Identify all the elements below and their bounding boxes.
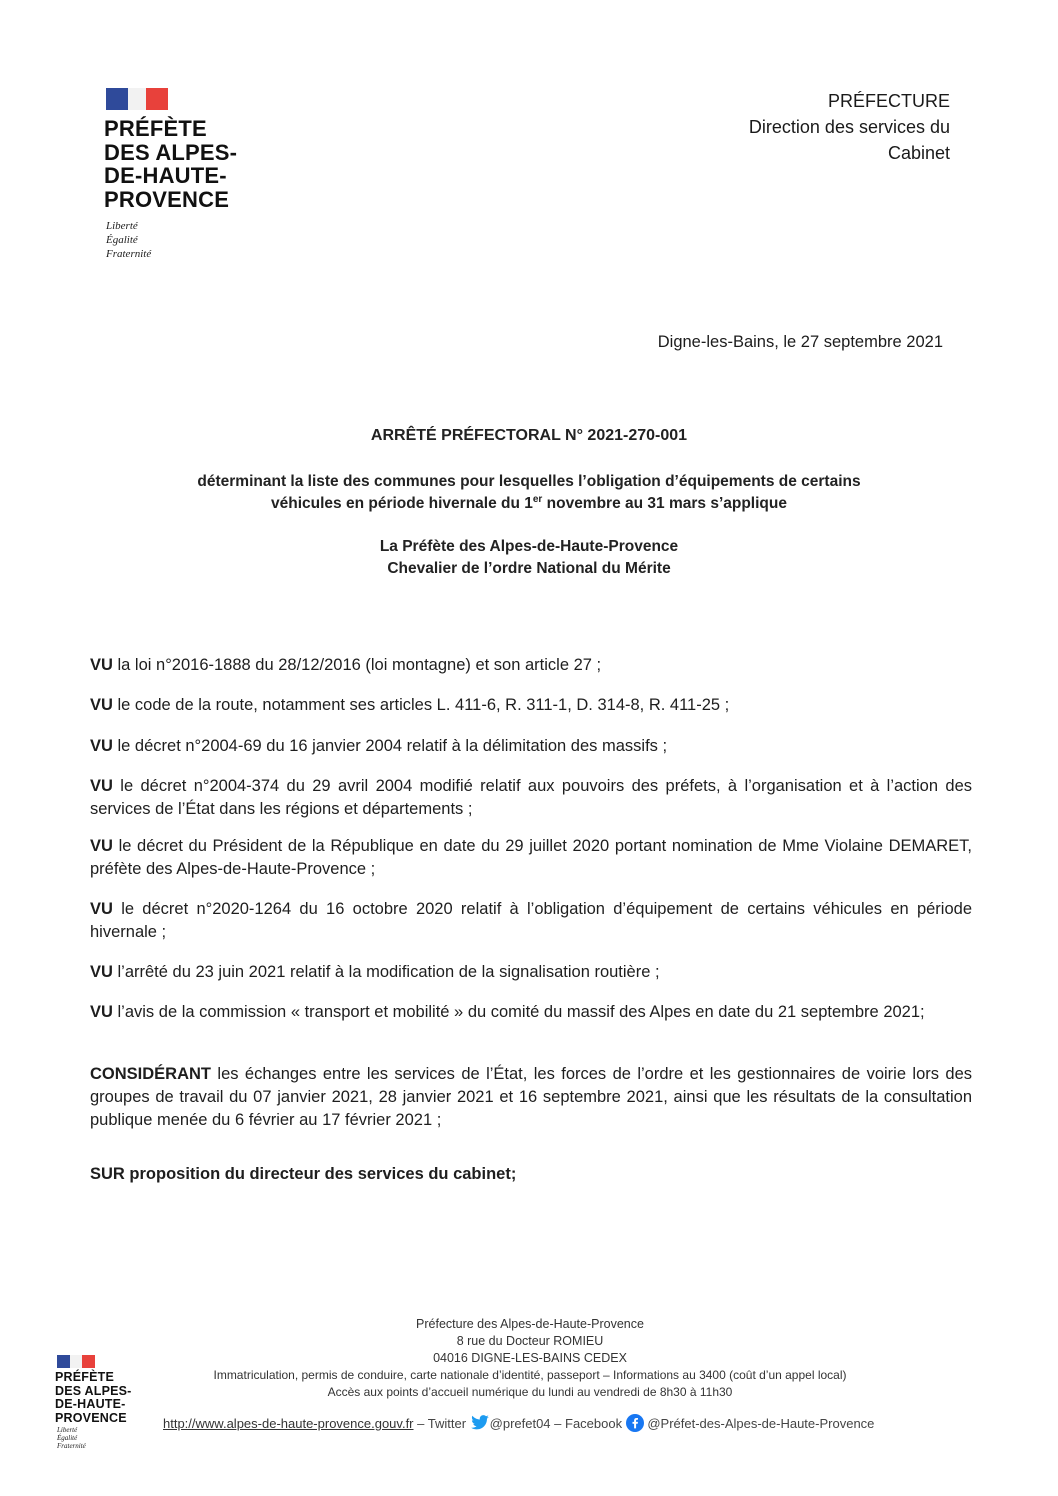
address-line: 04016 DIGNE-LES-BAINS CEDEX: [433, 1351, 627, 1365]
motto-line: Égalité: [57, 1434, 78, 1442]
visa-paragraph: [90, 735, 972, 758]
facebook-icon[interactable]: [626, 1414, 644, 1435]
info-line: Immatriculation, permis de conduire, carte nationale d’identité, passeport – Informations au 3400 (coût d’un appel local): [213, 1368, 847, 1382]
logo-line: DES ALPES-: [104, 139, 238, 165]
subject-line: déterminant la liste des communes pour lesquelles l’obligation d’équipements de certains: [197, 473, 861, 490]
address-line: Préfecture des Alpes-de-Haute-Provence: [416, 1317, 644, 1331]
motto-line: Liberté: [106, 220, 138, 232]
arrete-subject: [0, 471, 1058, 515]
service-line: Direction des services du: [748, 117, 950, 137]
visa-paragraph: [90, 654, 972, 677]
marianne-flag-icon: [57, 1355, 95, 1368]
motto-line: Fraternité: [57, 1442, 86, 1450]
visa-paragraph: [90, 694, 972, 717]
visa-lead: VU: [90, 837, 113, 855]
visa-paragraph: [90, 775, 972, 821]
superscript: er: [532, 493, 543, 505]
subject-text: véhicules en période hivernale du 1: [271, 495, 533, 512]
twitter-handle[interactable]: @prefet04: [489, 1415, 551, 1431]
logo-line: DE-HAUTE-: [104, 163, 227, 188]
logo-line: PRÉFÈTE: [104, 116, 207, 141]
motto-line: Égalité: [106, 234, 138, 246]
arrete-title: ARRÊTÉ PRÉFECTORAL N° 2021-270-001: [370, 427, 688, 444]
considerant-lead: CONSIDÉRANT: [90, 1065, 212, 1083]
visa-lead: VU: [90, 656, 113, 674]
visa-lead: VU: [90, 1003, 113, 1021]
footer-info: [160, 1367, 900, 1401]
twitter-label: – Twitter: [413, 1415, 470, 1431]
address-line: 8 rue du Docteur ROMIEU: [456, 1334, 604, 1348]
service-line: Cabinet: [887, 143, 950, 163]
subject-text: novembre au 31 mars s’applique: [542, 495, 787, 512]
authority-line: La Préfète des Alpes-de-Haute-Provence: [379, 538, 679, 555]
motto-line: Fraternité: [106, 248, 152, 260]
visa-text: le décret du Président de la République en date du 29 juillet 2020 portant nomination de Mme Violaine DEMARET, préfète des Alpes-de-Haute-Provence ;: [90, 837, 972, 878]
service-line: PRÉFECTURE: [827, 91, 950, 111]
visa-lead: VU: [90, 696, 113, 714]
logo-line: PROVENCE: [55, 1410, 127, 1425]
visa-paragraph: [90, 961, 972, 984]
logo-line: DES ALPES-: [55, 1383, 132, 1398]
visa-text: le décret n°2020-1264 du 16 octobre 2020 relatif à l’obligation d’équipement de certains véhicules en période hivernale ;: [90, 900, 972, 941]
subject-line: [0, 493, 1058, 515]
visa-lead: VU: [90, 963, 113, 981]
visa-paragraph: [90, 898, 972, 944]
facebook-handle[interactable]: @Préfet-des-Alpes-de-Haute-Provence: [647, 1415, 875, 1431]
footer-address: [160, 1316, 900, 1367]
visa-lead: VU: [90, 737, 113, 755]
proposal-line: SUR proposition du directeur des services du cabinet;: [90, 1165, 517, 1183]
authority-line: Chevalier de l’ordre National du Mérite: [387, 560, 671, 577]
visa-paragraph: [90, 1001, 972, 1024]
footer-links: [163, 1414, 874, 1435]
considerant-paragraph: [90, 1063, 972, 1132]
visa-text: le décret n°2004-69 du 16 janvier 2004 relatif à la délimitation des massifs ;: [112, 737, 668, 755]
website-link[interactable]: http://www.alpes-de-haute-provence.gouv.fr: [163, 1415, 414, 1431]
logo-line: DE-HAUTE-: [55, 1397, 126, 1411]
document-date: Digne-les-Bains, le 27 septembre 2021: [657, 333, 943, 351]
logo-line: PRÉFÈTE: [55, 1370, 115, 1384]
visa-paragraph: [90, 835, 972, 881]
logo-line: PROVENCE: [104, 186, 230, 212]
visa-text: l’avis de la commission « transport et mobilité » du comité du massif des Alpes en date du 21 septembre 2021;: [112, 1003, 925, 1021]
twitter-icon[interactable]: [470, 1415, 490, 1434]
visa-text: le code de la route, notamment ses articles L. 411-6, R. 311-1, D. 314-8, R. 411-25 ;: [112, 696, 730, 714]
motto-line: Liberté: [57, 1426, 78, 1434]
visa-lead: VU: [90, 777, 113, 795]
marianne-flag-icon: [106, 88, 168, 110]
considerant-text: les échanges entre les services de l’État, les forces de l’ordre et les gestionnaires de voirie lors des groupes de travail du 07 janvier 2021, 28 janvier 2021 et 16 septembre 2021, ainsi que les résultats de la consultation publique menée du 6 février au 17 février 2021 ;: [90, 1065, 972, 1129]
visa-text: l’arrêté du 23 juin 2021 relatif à la modification de la signalisation routière ;: [112, 963, 660, 981]
visa-text: la loi n°2016-1888 du 28/12/2016 (loi montagne) et son article 27 ;: [112, 656, 602, 674]
visa-text: le décret n°2004-374 du 29 avril 2004 modifié relatif aux pouvoirs des préfets, à l’organisation et à l’action des services de l’État dans les régions et départements ;: [90, 777, 972, 818]
visa-lead: VU: [90, 900, 113, 918]
authority-block: [0, 536, 1058, 580]
facebook-label: – Facebook: [550, 1415, 626, 1431]
info-line: Accès aux points d’accueil numérique du lundi au vendredi de 8h30 à 11h30: [327, 1385, 733, 1399]
service-header: [749, 88, 950, 166]
